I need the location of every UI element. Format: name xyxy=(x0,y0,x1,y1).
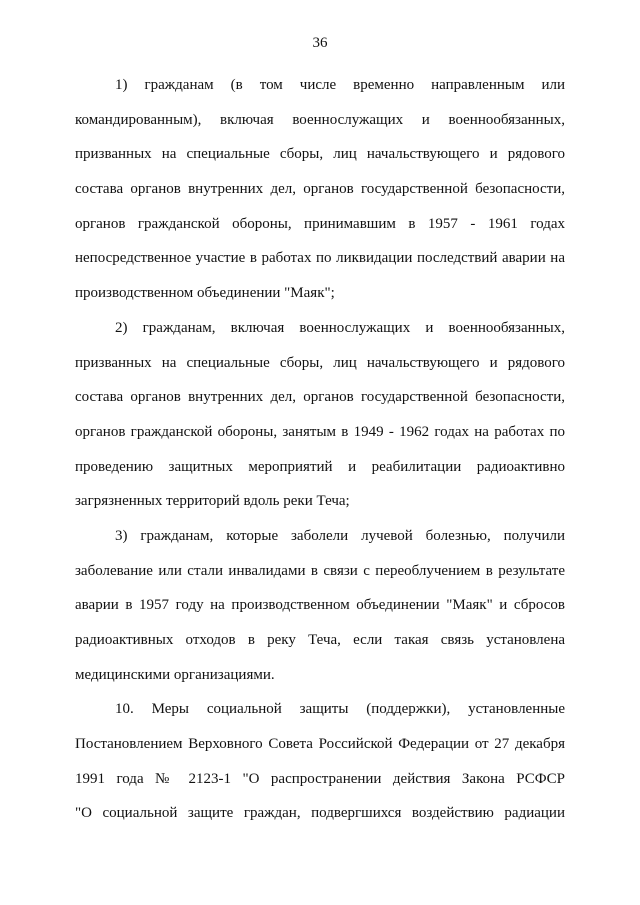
text-line: Постановлением Верховного Совета Российской Федерации от 27 декабря xyxy=(75,736,565,753)
text-line: заболевание или стали инвалидами в связи с переоблучением в результате xyxy=(75,562,565,579)
text-line: состава органов внутренних дел, органов государственной безопасности, xyxy=(75,389,565,406)
text-line: "О социальной защите граждан, подвергшихся воздействию радиации xyxy=(75,805,565,822)
text-line: 1991 года № 2123-1 "О распространении действия Закона РСФСР xyxy=(75,770,565,787)
text-line: командированным), включая военнослужащих и военнообязанных, xyxy=(75,111,565,128)
paragraph-item-2 xyxy=(75,311,565,519)
document-body xyxy=(75,68,565,831)
text-line: органов гражданской обороны, занятым в 1949 - 1962 годах на работах по xyxy=(75,423,565,440)
text-line: непосредственное участие в работах по ликвидации последствий аварии на xyxy=(75,250,565,267)
text-line: призванных на специальные сборы, лиц начальствующего и рядового xyxy=(75,354,565,371)
text-line: проведению защитных мероприятий и реабилитации радиоактивно xyxy=(75,458,565,475)
text-line: 2) гражданам, включая военнослужащих и военнообязанных, xyxy=(115,319,565,336)
text-line: 10. Меры социальной защиты (поддержки), установленные xyxy=(115,701,565,718)
text-line: загрязненных территорий вдоль реки Теча; xyxy=(75,493,350,510)
text-line: аварии в 1957 году на производственном объединении "Маяк" и сбросов xyxy=(75,597,565,614)
page-number: 36 xyxy=(312,35,328,51)
text-line: состава органов внутренних дел, органов государственной безопасности, xyxy=(75,181,565,198)
text-line: радиоактивных отходов в реку Теча, если такая связь установлена xyxy=(75,632,565,648)
text-line: призванных на специальные сборы, лиц начальствующего и рядового xyxy=(75,146,565,163)
paragraph-section-10 xyxy=(75,692,565,831)
text-line: органов гражданской обороны, принимавшим в 1957 - 1961 годах xyxy=(75,215,565,232)
paragraph-item-1 xyxy=(75,68,565,311)
paragraph-item-3 xyxy=(75,519,565,692)
text-line: медицинскими организациями. xyxy=(75,666,275,683)
text-line: 1) гражданам (в том числе временно направленным или xyxy=(115,77,565,93)
text-line: 3) гражданам, которые заболели лучевой болезнью, получили xyxy=(115,527,565,544)
text-line: производственном объединении "Маяк"; xyxy=(75,285,335,302)
